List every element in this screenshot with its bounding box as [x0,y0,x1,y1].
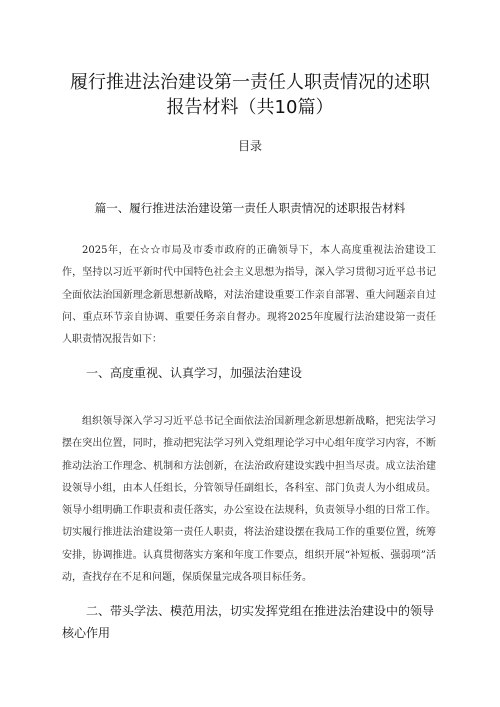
section-heading-1: 一、高度重视、认真学习，加强法治建设 [86,366,303,380]
section-title: 篇一、履行推进法治建设第一责任人职责情况的述职报告材料 [94,201,406,215]
document-title-line2: 报告材料（共10篇） [166,97,334,118]
document-title [40,70,460,120]
document-title-line1: 履行推进法治建设第一责任人职责情况的述职 [70,72,430,93]
body-paragraph-2: 组织领导深入学习习近平总书记全面依法治国新理念新思想新战略，把宪法学习摆在突出位置，同时，推动把宪法学习列入党组理论学习中心组年度学习内容，不断推动法治工作理念、机制和方法创新，在法治政府建设实践中担当尽责。成立法治建设领导小组，由本人任组长，分管领导任副组长，各科室、部门负责人为小组成员。领导小组明确工作职责和责任落实，办公室设在法规科，负责领导小组的日常工作。切实履行推进法治建设第一责任人职责，将法治建设摆在我局工作的重要位置，统筹安排，协调推进。认真贯彻落实方案和年度工作要点，组织开展“补短板、强弱项”活动，查找存在不足和问题，保质保量完成各项目标任务。 [62,416,436,584]
section-heading-2: 二、带头学法、模范用法，切实发挥党组在推进法治建设中的领导核心作用 [62,604,435,640]
toc-heading: 目录 [237,139,262,153]
body-paragraph-1: 2025年，在☆☆市局及市委市政府的正确领导下，本人高度重视法治建设工作，坚持以习近平新时代中国特色社会主义思想为指导，深入学习贯彻习近平总书记全面依法治国新理念新思想新战略，对法治建设重要工作亲自部署、重大问题亲自过问、重点环节亲自协调、重要任务亲自督办。现将2025年度履行法治建设第一责任人职责情况报告如下： [62,245,436,346]
